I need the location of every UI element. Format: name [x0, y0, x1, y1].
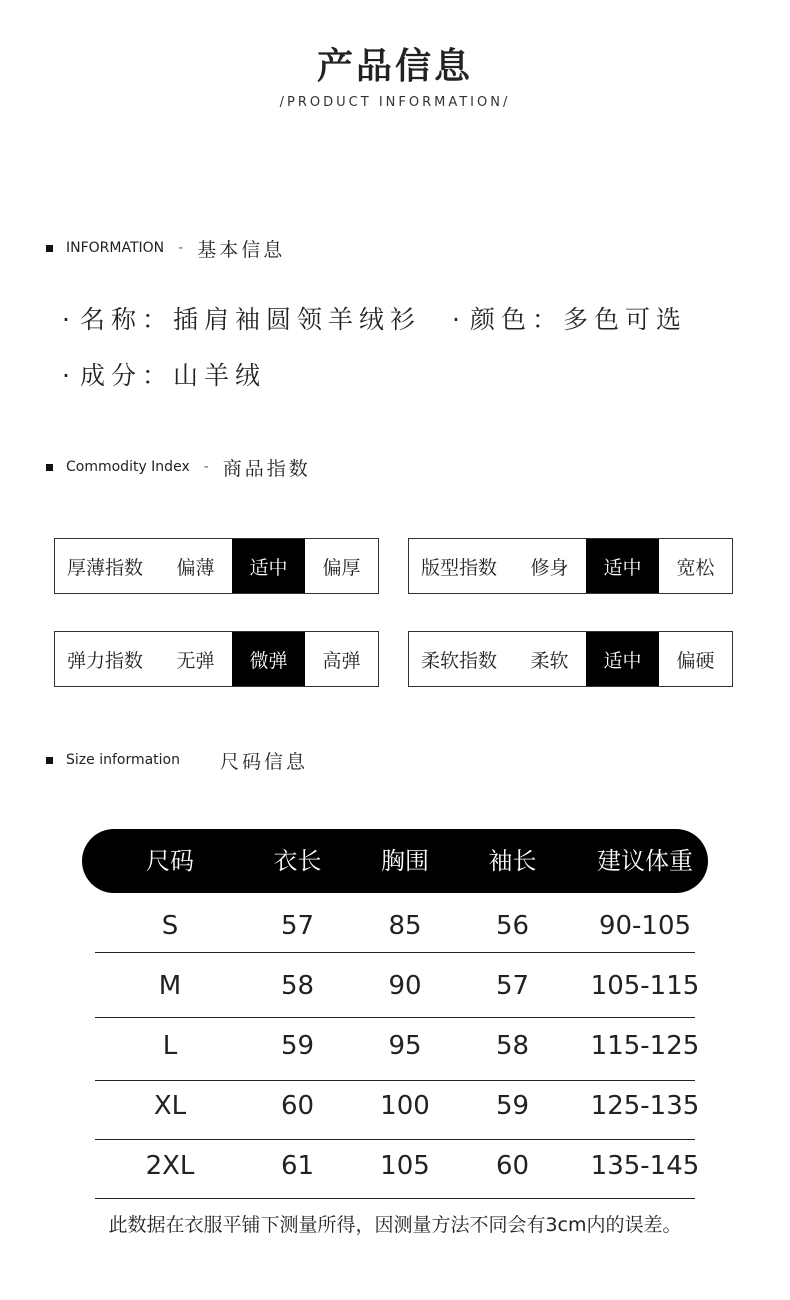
size-table-header-cell: 袖长 [488, 847, 537, 875]
index-option: 适中 [586, 539, 659, 593]
info-name-label: 名称： [79, 305, 173, 334]
size-table-header-cell: 尺码 [146, 847, 194, 875]
info-material-label: 成分： [79, 361, 173, 390]
section-heading-information [46, 236, 285, 260]
table-cell: 105-115 [590, 971, 700, 1001]
info-color-label: 颜色： [469, 305, 563, 334]
info-dot: · [452, 305, 466, 334]
index-label: 版型指数 [421, 556, 498, 579]
section-heading-size-information [46, 748, 308, 772]
index-label: 厚薄指数 [67, 556, 144, 579]
index-box-thickness [54, 538, 379, 594]
info-material-value: 山羊绒 [172, 361, 266, 390]
section-heading-cn: 尺码信息 [220, 750, 309, 773]
index-option: 无弹 [176, 649, 215, 672]
table-cell: L [162, 1031, 178, 1061]
index-option: 微弹 [232, 632, 305, 686]
section-heading-dash: - [178, 240, 184, 256]
index-option: 修身 [530, 556, 569, 579]
table-cell: 57 [495, 971, 530, 1001]
size-table-header-cell: 衣长 [273, 847, 322, 875]
table-cell: XL [153, 1091, 187, 1121]
size-table-header [82, 829, 708, 893]
section-heading-en: INFORMATION [66, 240, 165, 256]
table-row [95, 1076, 700, 1136]
measurement-note: 此数据在衣服平铺下测量所得，因测量方法不同会有3cm内的误差。 [108, 1214, 682, 1236]
table-cell: 115-125 [590, 1031, 700, 1061]
index-box-softness [408, 631, 733, 687]
square-bullet-icon [46, 245, 53, 252]
row-divider [95, 952, 695, 953]
table-cell: 61 [280, 1151, 315, 1181]
table-cell: 125-135 [590, 1091, 700, 1121]
table-cell: 60 [280, 1091, 315, 1121]
table-row [95, 896, 695, 956]
info-color-line [452, 300, 687, 336]
section-heading-dash: - [203, 459, 209, 475]
section-heading-commodity-index [46, 455, 311, 479]
table-cell: 85 [388, 911, 422, 941]
table-row [95, 956, 700, 1016]
size-table-header-cell: 建议体重 [597, 847, 693, 875]
table-cell: 90 [388, 971, 422, 1001]
table-cell: 100 [380, 1091, 430, 1121]
section-heading-en: Size information [66, 752, 180, 768]
index-option: 适中 [232, 539, 305, 593]
table-cell: 58 [280, 971, 315, 1001]
info-color-value: 多色可选 [562, 305, 687, 334]
page-subtitle: /PRODUCT INFORMATION/ [279, 95, 511, 110]
info-dot: · [62, 305, 76, 334]
section-heading-cn: 商品指数 [222, 457, 311, 480]
size-table-header-cell: 胸围 [381, 847, 429, 875]
index-box-fit [408, 538, 733, 594]
table-cell: 60 [495, 1151, 530, 1181]
index-label: 柔软指数 [421, 649, 498, 672]
square-bullet-icon [46, 464, 53, 471]
table-cell: 105 [380, 1151, 430, 1181]
index-option: 高弹 [322, 649, 361, 672]
index-option: 偏厚 [322, 556, 361, 579]
table-cell: 95 [388, 1031, 422, 1061]
section-heading-en: Commodity Index [66, 459, 190, 475]
info-name-line [62, 300, 421, 336]
table-cell: 58 [495, 1031, 530, 1061]
table-cell: 59 [280, 1031, 315, 1061]
info-name-value: 插肩袖圆领羊绒衫 [172, 305, 421, 334]
table-cell: 90-105 [598, 911, 692, 941]
square-bullet-icon [46, 757, 53, 764]
table-cell: 57 [280, 911, 315, 941]
table-cell: S [161, 911, 179, 941]
index-box-elasticity [54, 631, 379, 687]
table-row [95, 1016, 700, 1076]
index-label: 弹力指数 [67, 649, 144, 672]
info-material-line [62, 356, 266, 392]
table-cell: 2XL [145, 1151, 195, 1181]
index-option: 偏硬 [676, 649, 715, 672]
row-divider [95, 1198, 695, 1199]
index-option: 柔软 [530, 649, 569, 672]
table-cell: 56 [495, 911, 530, 941]
table-row [95, 1136, 700, 1196]
info-dot: · [62, 361, 76, 390]
page-title: 产品信息 [316, 46, 473, 87]
index-option: 适中 [586, 632, 659, 686]
table-cell: 59 [495, 1091, 530, 1121]
section-heading-cn: 基本信息 [197, 238, 286, 261]
table-cell: 135-145 [590, 1151, 700, 1181]
index-option: 偏薄 [176, 556, 215, 579]
index-option: 宽松 [676, 556, 715, 579]
table-cell: M [158, 971, 182, 1001]
